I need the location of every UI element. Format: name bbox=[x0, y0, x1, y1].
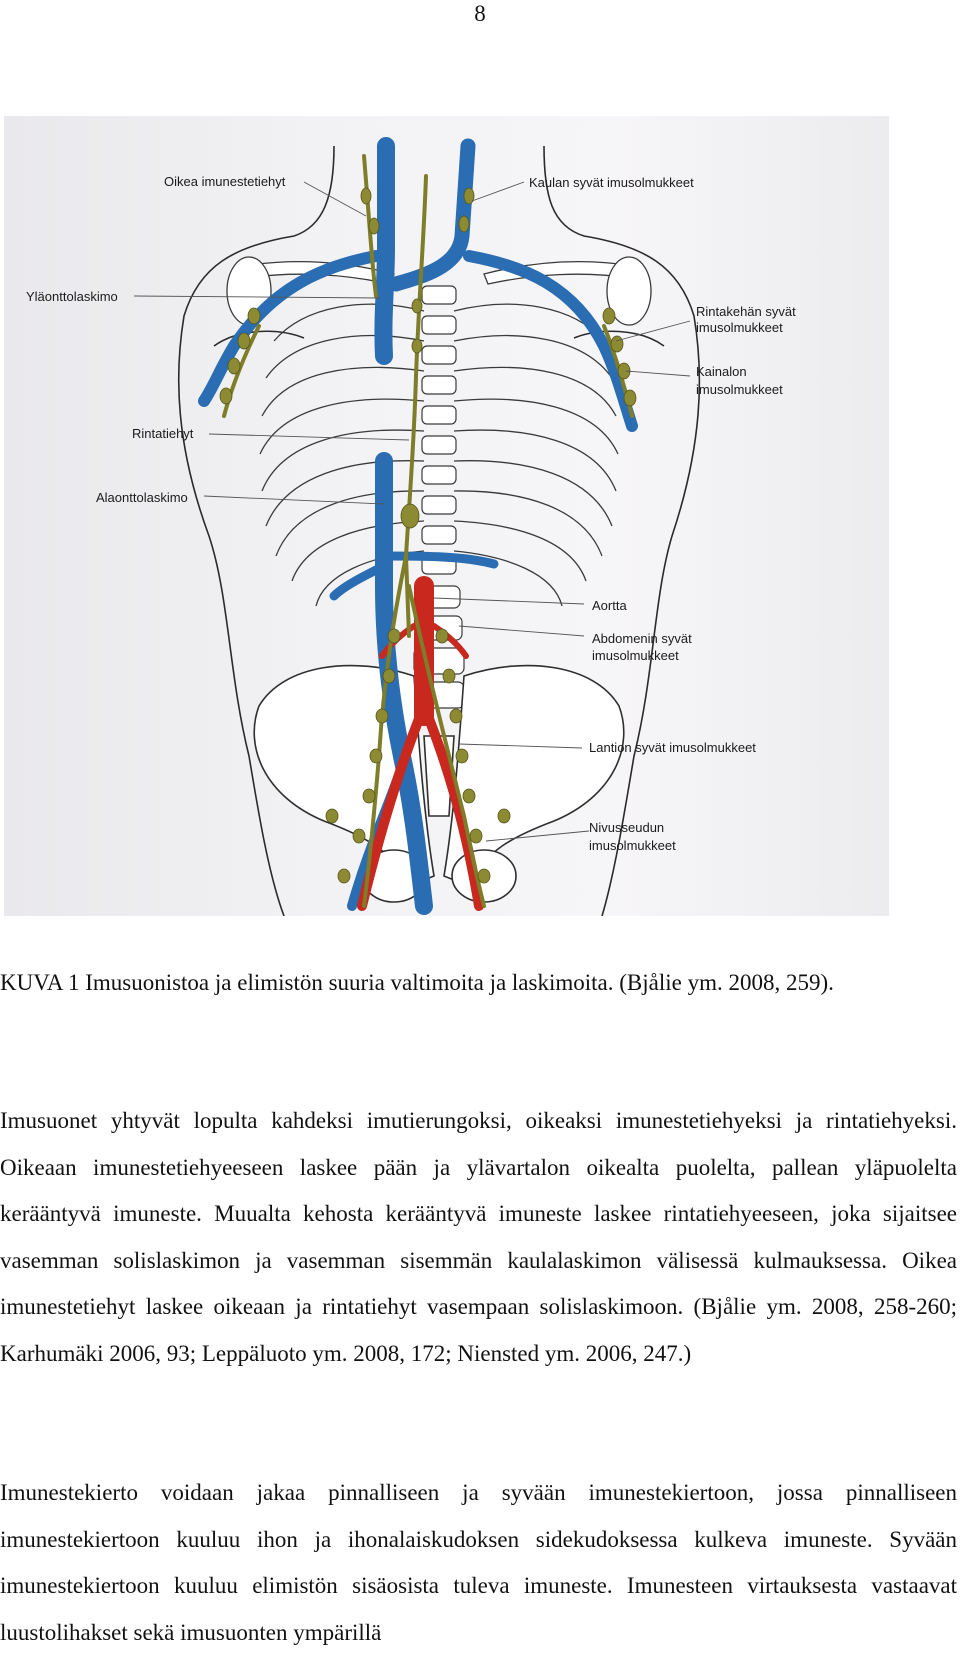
label-right-lymph-duct: Oikea imunestetiehyt bbox=[164, 174, 286, 189]
figure-caption: KUVA 1 Imusuonistoa ja elimistön suuria valtimoita ja laskimoita. (Bjålie ym. 2008, 259). bbox=[0, 970, 834, 995]
label-deep-thoracic-nodes-2: imusolmukkeet bbox=[696, 320, 783, 335]
label-inguinal-nodes-1: Nivusseudun bbox=[589, 820, 665, 835]
label-deep-abdominal-nodes-1: Abdomenin syvät bbox=[592, 631, 692, 646]
label-deep-abdominal-nodes-2: imusolmukkeet bbox=[592, 648, 679, 663]
label-deep-thoracic-nodes-1: Rintakehän syvät bbox=[696, 304, 796, 319]
label-inguinal-nodes-2: imusolmukkeet bbox=[589, 838, 676, 853]
body-paragraph: Imusuonet yhtyvät lopulta kahdeksi imutierungoksi, oikeaksi imunestetiehyeksi ja rintatiehyeksi. Oikeaan imunestetiehyeeseen laskee pään ja ylävartalon oikealta puolelta, pallean yläpuolelta kerääntyvä imuneste. Muualta kehosta kerääntyvä imuneste laskee rintatiehyeeseen, joka sijaitsee vasemman solislaskimon ja vasemman sisemmän kaulalaskimon välisessä kulmauksessa. Oikea imunestetiehyt laskee oikeaan ja rintatiehyt vasempaan solislaskimoon. (Bjålie ym. 2008, 258-260; Karhumäki 2006, 93; Leppäluoto ym. 2008, 172; Niensted ym. 2006, 247.) bbox=[0, 1108, 957, 1366]
label-inferior-vena-cava: Alaonttolaskimo bbox=[96, 490, 188, 505]
label-thoracic-duct: Rintatiehyt bbox=[132, 426, 194, 441]
label-aorta: Aortta bbox=[592, 598, 627, 613]
anatomy-figure bbox=[4, 116, 889, 916]
label-superior-vena-cava: Yläonttolaskimo bbox=[26, 289, 118, 304]
label-axillary-nodes-2: imusolmukkeet bbox=[696, 382, 783, 397]
label-deep-pelvic-nodes: Lantion syvät imusolmukkeet bbox=[589, 740, 756, 755]
label-axillary-nodes-1: Kainalon bbox=[696, 364, 747, 379]
page-number: 8 bbox=[474, 1, 486, 26]
label-deep-cervical-nodes: Kaulan syvät imusolmukkeet bbox=[529, 175, 694, 190]
body-paragraph: Imunestekierto voidaan jakaa pinnalliseen ja syvään imunestekiertoon, jossa pinnalliseen imunestekiertoon kuuluu ihon ja ihonalaiskudoksen sidekudoksessa kulkeva imuneste. Syvään imunestekiertoon kuuluu elimistön sisäosista tuleva imuneste. Imunesteen virtauksesta vastaavat luustolihakset sekä imusuonten ympärillä bbox=[0, 1480, 957, 1645]
